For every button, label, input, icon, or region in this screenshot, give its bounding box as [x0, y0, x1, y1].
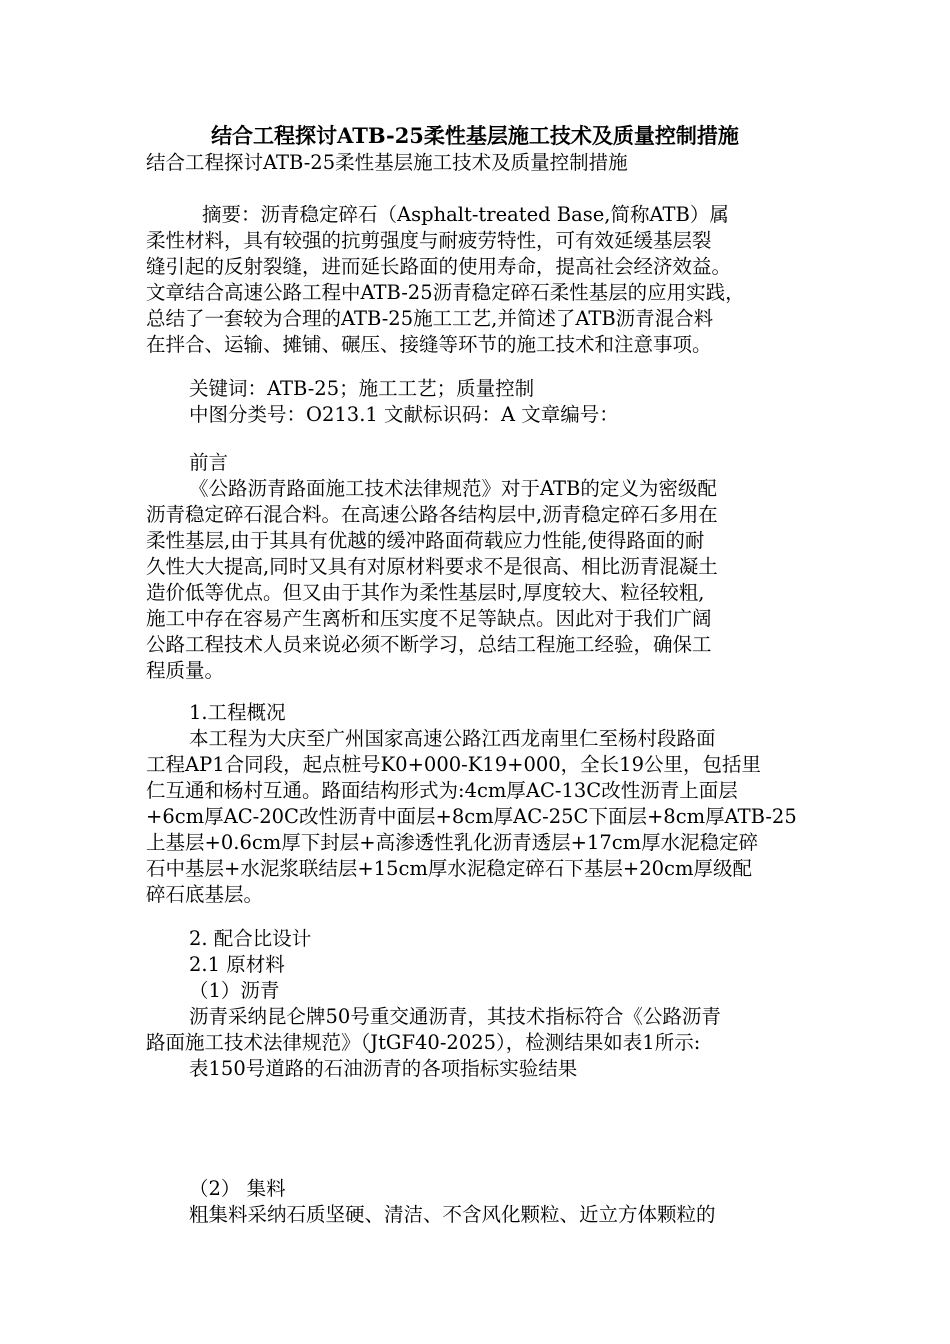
section1-line: 工程AP1合同段，起点桩号K0+000-K19+000，全长19公里，包括里	[146, 753, 761, 776]
document-title: 结合工程探讨ATB-25柔性基层施工技术及质量控制措施	[211, 123, 739, 148]
section1-line: 上基层+0.6cm厚下封层+高渗透性乳化沥青透层+17cm厚水泥稳定碎	[146, 831, 759, 854]
item1-heading: （1）沥青	[189, 979, 280, 1002]
item1-line: 沥青采纳昆仑牌50号重交通沥青，其技术指标符合《公路沥青	[189, 1005, 721, 1028]
table-caption: 表150号道路的石油沥青的各项指标实验结果	[189, 1057, 578, 1080]
section1-line: +6cm厚AC-20C改性沥青中面层+8cm厚AC-25C下面层+8cm厚ATB-25	[146, 805, 797, 828]
section1-line: 仁互通和杨村互通。路面结构形式为:4cm厚AC-13C改性沥青上面层	[146, 779, 738, 802]
classification: 中图分类号：O213.1 文献标识码：A 文章编号：	[189, 403, 619, 426]
abstract-line: 总结了一套较为合理的ATB-25施工工艺,并简述了ATB沥青混合料	[146, 307, 714, 330]
preface-line: 《公路沥青路面施工技术法律规范》对于ATB的定义为密级配	[189, 477, 717, 500]
preface-line: 公路工程技术人员来说必须不断学习，总结工程施工经验，确保工	[146, 633, 712, 656]
section1-line: 石中基层+水泥浆联结层+15cm厚水泥稳定碎石下基层+20cm厚级配	[146, 857, 752, 880]
abstract-line: 文章结合高速公路工程中ATB-25沥青稳定碎石柔性基层的应用实践，	[146, 281, 745, 304]
item2-line: 粗集料采纳石质坚硬、清洁、不含风化颗粒、近立方体颗粒的	[189, 1203, 716, 1226]
document-subtitle: 结合工程探讨ATB-25柔性基层施工技术及质量控制措施	[146, 151, 628, 174]
section1-line: 本工程为大庆至广州国家高速公路江西龙南里仁至杨村段路面	[189, 727, 716, 750]
item1-line: 路面施工技术法律规范》（JtGF40-2025），检测结果如表1所示:	[146, 1031, 701, 1054]
preface-line: 造价低等优点。但又由于其作为柔性基层时,厚度较大、粒径较粗,	[146, 581, 705, 604]
preface-line: 程质量。	[146, 659, 225, 682]
section2-1-heading: 2.1 原材料	[189, 953, 285, 976]
abstract-line: 柔性材料，具有较强的抗剪强度与耐疲劳特性，可有效延缓基层裂	[146, 229, 712, 252]
preface-heading: 前言	[189, 451, 229, 474]
preface-line: 柔性基层,由于其具有优越的缓冲路面荷载应力性能,使得路面的耐	[146, 529, 705, 552]
section1-line: 碎石底基层。	[146, 883, 264, 906]
section2-heading: 2. 配合比设计	[189, 927, 312, 950]
abstract-line: 缝引起的反射裂缝，进而延长路面的使用寿命，提高社会经济效益。	[146, 255, 732, 278]
abstract-line: 在拌合、运输、摊铺、碾压、接缝等环节的施工技术和注意事项。	[146, 333, 712, 356]
item2-heading: （2） 集料	[189, 1177, 286, 1200]
preface-line: 施工中存在容易产生离析和压实度不足等缺点。因此对于我们广阔	[146, 607, 712, 630]
preface-line: 久性大大提高,同时又具有对原材料要求不是很高、相比沥青混凝土	[146, 555, 718, 578]
preface-line: 沥青稳定碎石混合料。在高速公路各结构层中,沥青稳定碎石多用在	[146, 503, 718, 526]
abstract-line: 摘要：沥青稳定碎石（Asphalt-treated Base,简称ATB）属	[202, 203, 729, 226]
keywords: 关键词：ATB-25；施工工艺；质量控制	[189, 377, 535, 400]
section1-heading: 1.工程概况	[189, 701, 286, 724]
